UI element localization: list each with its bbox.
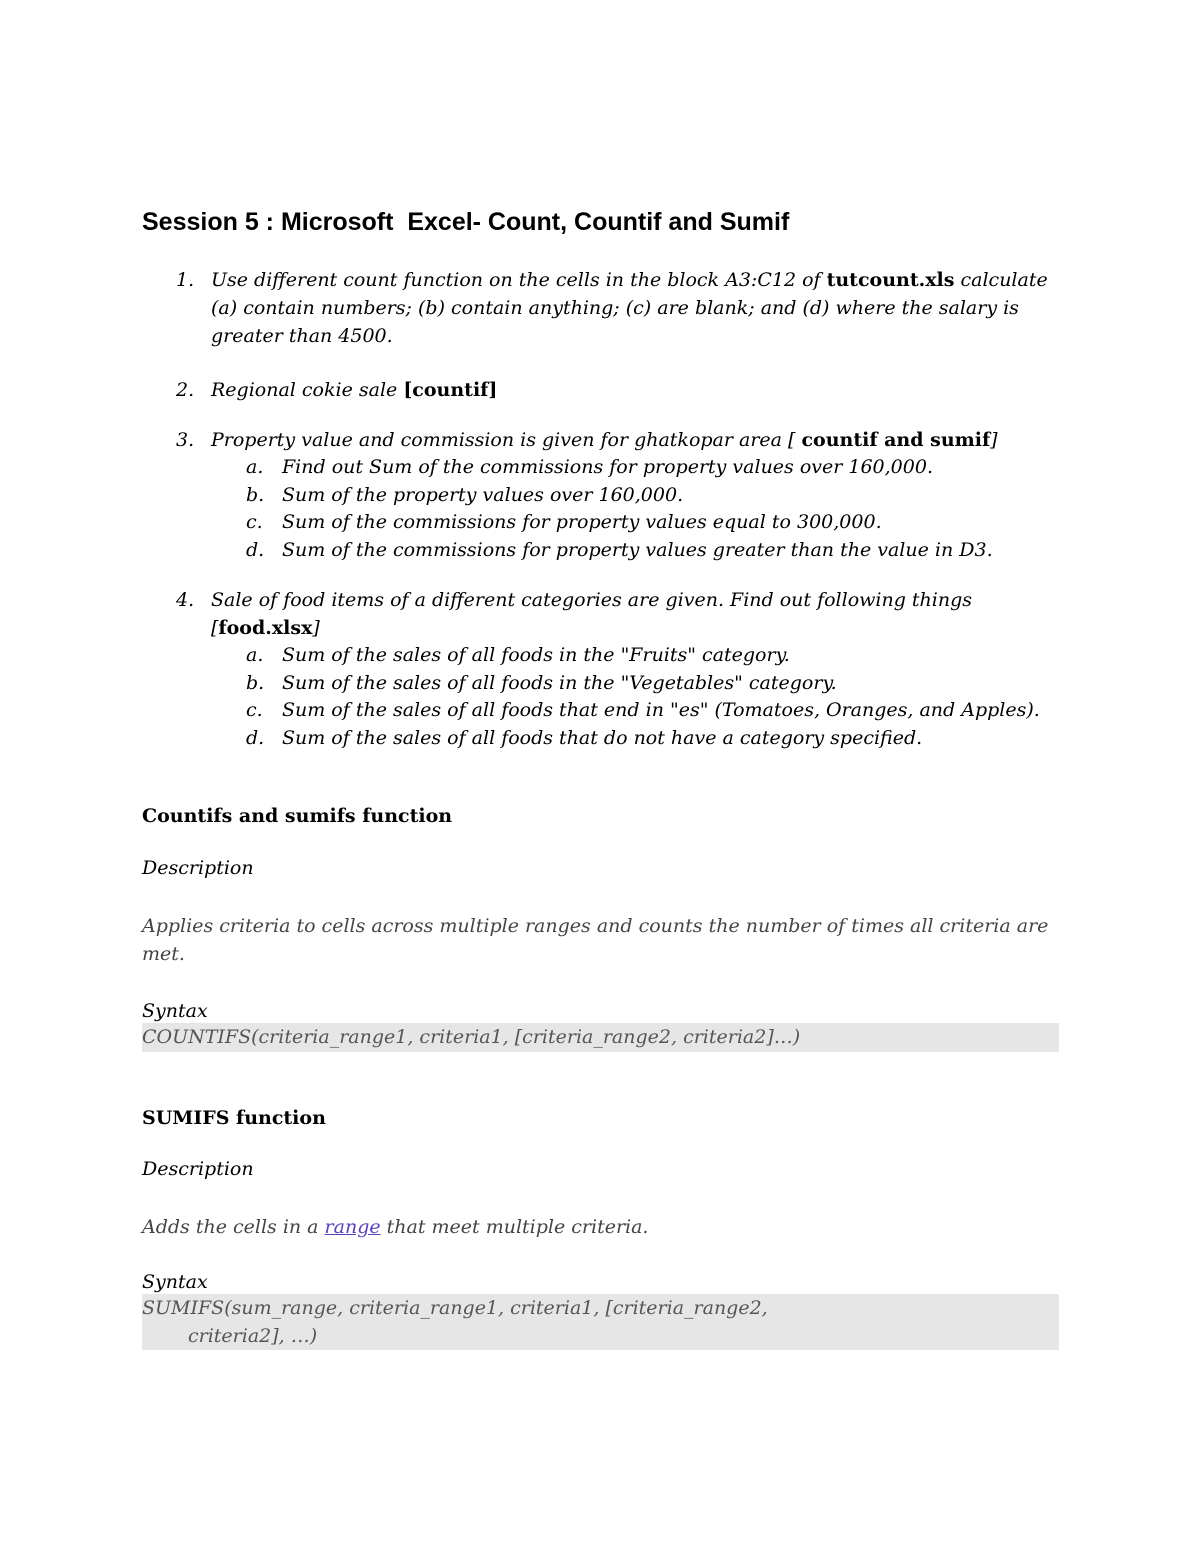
sub-item-3d: d. Sum of the commissions for property values greater than the value in D3. bbox=[246, 539, 993, 561]
function-tag: [countif] bbox=[403, 379, 498, 401]
page-title: Session 5 : Microsoft Excel- Count, Countif and Sumif bbox=[142, 208, 790, 236]
sumifs-heading: SUMIFS function bbox=[142, 1107, 326, 1129]
countifs-description-label: Description bbox=[142, 857, 254, 879]
list-item-line: [food.xlsx] bbox=[211, 617, 320, 639]
sub-item-3b: b. Sum of the property values over 160,000. bbox=[246, 484, 684, 506]
list-item-number: 1. bbox=[176, 269, 195, 291]
list-item-2 bbox=[176, 376, 1056, 404]
list-item-1 bbox=[176, 266, 1056, 350]
list-item-line: Use different count function on the cells in the block A3:C12 of tutcount.xls calculate bbox=[211, 269, 1048, 291]
sub-item-4d: d. Sum of the sales of all foods that do not have a category specified. bbox=[246, 727, 923, 749]
list-item-line: Property value and commission is given for ghatkopar area [ countif and sumif] bbox=[211, 429, 998, 451]
sub-item-3c: c. Sum of the commissions for property values equal to 300,000. bbox=[246, 511, 882, 533]
function-tag: countif and sumif bbox=[801, 429, 991, 451]
list-item-number: 3. bbox=[176, 429, 195, 451]
countifs-syntax-label: Syntax bbox=[142, 1000, 208, 1022]
countifs-heading: Countifs and sumifs function bbox=[142, 805, 453, 827]
sub-item-4b: b. Sum of the sales of all foods in the "Vegetables" category. bbox=[246, 672, 837, 694]
list-item-3 bbox=[176, 426, 1056, 454]
sumifs-syntax-label: Syntax bbox=[142, 1271, 208, 1293]
sumifs-description: Adds the cells in a range that meet multiple criteria. bbox=[142, 1216, 649, 1238]
list-item-line: greater than 4500. bbox=[211, 325, 393, 347]
list-item-number: 2. bbox=[176, 379, 195, 401]
sub-item-4c: c. Sum of the sales of all foods that end in "es" (Tomatoes, Oranges, and Apples). bbox=[246, 699, 1040, 721]
countifs-description: Applies criteria to cells across multiple ranges and counts the number of times all criteria are met. bbox=[142, 915, 1049, 965]
sumifs-syntax-code: SUMIFS(sum_range, criteria_range1, criteria1, [criteria_range2, criteria2], …) bbox=[142, 1294, 1059, 1350]
countifs-syntax-code: COUNTIFS(criteria_range1, criteria1, [criteria_range2, criteria2]…) bbox=[142, 1023, 1059, 1052]
list-item-line: (a) contain numbers; (b) contain anything; (c) are blank; and (d) where the salary is bbox=[211, 297, 1019, 319]
range-link[interactable]: range bbox=[324, 1216, 381, 1238]
list-item-line: Sale of food items of a different categories are given. Find out following things bbox=[211, 589, 973, 611]
list-item-line: Regional cokie sale [countif] bbox=[211, 379, 498, 401]
sumifs-description-label: Description bbox=[142, 1158, 254, 1180]
list-item-number: 4. bbox=[176, 589, 195, 611]
sub-item-3a: a. Find out Sum of the commissions for property values over 160,000. bbox=[246, 456, 933, 478]
file-name: tutcount.xls bbox=[826, 269, 955, 291]
list-item-4 bbox=[176, 586, 1056, 642]
sub-item-4a: a. Sum of the sales of all foods in the "Fruits" category. bbox=[246, 644, 790, 666]
file-name: food.xlsx bbox=[218, 617, 313, 639]
